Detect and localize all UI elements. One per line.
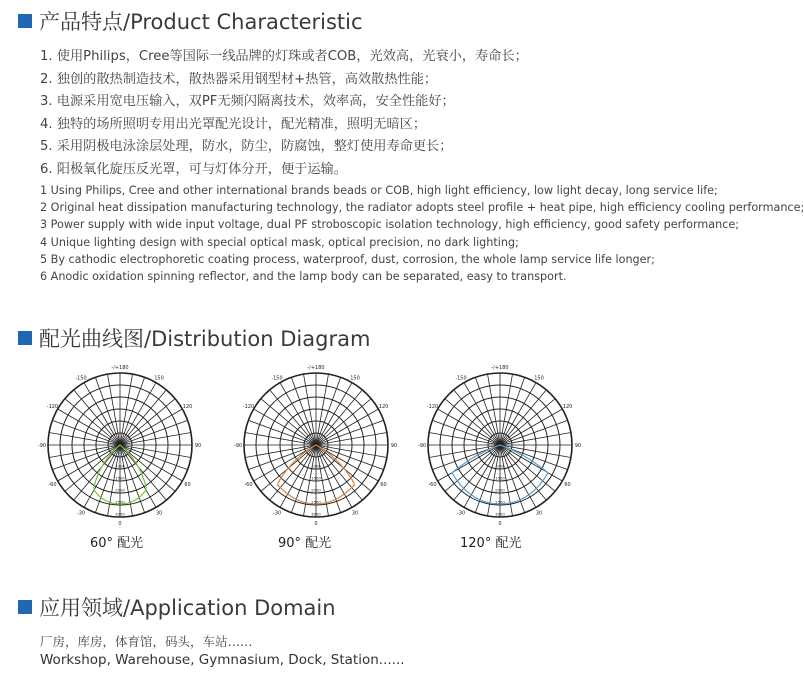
ring-value-label: 2500	[115, 499, 125, 505]
angle-label-upper-right: 150	[154, 375, 164, 382]
heading-square-icon	[18, 600, 32, 614]
heading-square-icon	[18, 14, 32, 28]
feature-item: 6 Anodic oxidation spinning reflector, and the lamp body can be separated, easy to transport.	[40, 270, 567, 284]
angle-label-top: -/+180	[307, 365, 325, 371]
angle-label-bottom-left: -30	[272, 510, 282, 517]
section-title: 配光曲线图/Distribution Diagram	[39, 327, 371, 351]
polar-distribution-diagram-60	[37, 365, 202, 527]
feature-item: 3 Power supply with wide input voltage, dual PF stroboscopic isolation technology, high efficiency, good safety performance;	[40, 218, 740, 232]
ring-value-label: 2500	[495, 499, 505, 505]
ring-value-label: 1000	[311, 463, 321, 469]
angle-label-lower-left: -60	[48, 482, 57, 488]
diagram-caption-120: 120° 配光	[460, 536, 522, 551]
diagram-caption-60: 60° 配光	[90, 536, 144, 551]
polar-distribution-diagram-120	[417, 365, 582, 527]
angle-label-bottom-left: -30	[456, 510, 466, 517]
ring-value-label: 1500	[495, 475, 505, 481]
feature-list-chinese	[40, 46, 528, 181]
application-list-chinese: 厂房，库房，体育馆，码头，车站……	[40, 634, 253, 649]
ring-value-label: 1500	[311, 475, 321, 481]
section-title: 应用领域/Application Domain	[39, 596, 336, 620]
feature-list-english	[40, 182, 804, 285]
angle-label-left: -90	[233, 443, 243, 449]
angle-label-lower-right: 60	[184, 482, 191, 488]
ring-value-label: 2000	[115, 487, 125, 493]
feature-item: 6. 阳极氧化旋压反光罩，可与灯体分开，便于运输。	[40, 161, 347, 177]
angle-label-top: -/+180	[111, 365, 129, 371]
angle-label-mid-left: -120	[426, 404, 439, 410]
angle-label-lower-right: 60	[380, 482, 387, 488]
ring-value-label: 2000	[311, 487, 321, 493]
ring-value-label: 3000	[311, 511, 321, 517]
angle-label-bottom-right: 30	[351, 510, 359, 517]
angle-label-bottom: 0	[498, 521, 502, 527]
angle-label-left: -90	[37, 443, 47, 449]
angle-label-mid-right: 120	[562, 404, 573, 410]
ring-value-label: 2000	[495, 487, 505, 493]
polar-chart-svg	[37, 365, 202, 527]
feature-item: 4. 独特的场所照明专用出光罩配光设计，配光精准，照明无暗区；	[40, 116, 427, 132]
feature-item: 1. 使用Philips，Cree等国际一线品牌的灯珠或者COB，光效高，光衰小，寿命长；	[40, 49, 528, 64]
section-product-heading	[18, 6, 363, 36]
section-application-heading	[18, 592, 336, 622]
angle-label-top: -/+180	[491, 365, 509, 371]
application-list-english: Workshop, Warehouse, Gymnasium, Dock, Station......	[40, 652, 405, 668]
angle-label-upper-right: 150	[534, 375, 544, 382]
feature-item: 2. 独创的散热制造技术，散热器采用钢型材+热管，高效散热性能；	[40, 71, 438, 87]
feature-item: 5 By cathodic electrophoretic coating process, waterproof, dust, corrosion, the whole lamp service life longer;	[40, 252, 655, 266]
angle-label-mid-left: -120	[46, 404, 59, 410]
ring-value-label: 3000	[495, 511, 505, 517]
angle-label-right: 90	[574, 443, 582, 449]
ring-value-label: 3000	[115, 511, 125, 517]
feature-item: 1 Using Philips, Cree and other international brands beads or COB, high light efficiency, low light decay, long service life;	[40, 184, 718, 197]
section-title: 产品特点/Product Characteristic	[39, 10, 363, 34]
angle-label-bottom-left: -30	[76, 510, 86, 517]
feature-item: 4 Unique lighting design with special optical mask, optical precision, no dark lighting;	[40, 235, 519, 249]
heading-square-icon	[18, 331, 32, 345]
feature-item: 3. 电源采用宽电压输入，双PF无频闪隔离技术，效率高，安全性能好；	[40, 94, 455, 109]
polar-chart-svg	[417, 365, 582, 527]
angle-label-left: -90	[417, 443, 427, 449]
angle-label-mid-right: 120	[182, 404, 193, 410]
diagram-caption-90: 90° 配光	[278, 536, 332, 551]
ring-value-label: 1000	[115, 463, 125, 469]
angle-label-lower-left: -60	[244, 482, 253, 488]
polar-chart-svg	[233, 365, 398, 527]
polar-distribution-diagram-90	[233, 365, 398, 527]
angle-label-bottom-right: 30	[535, 510, 543, 517]
angle-label-bottom: 0	[118, 521, 122, 527]
angle-label-bottom: 0	[314, 521, 318, 527]
angle-label-upper-left: -150	[271, 375, 283, 382]
feature-item: 2 Original heat dissipation manufacturing technology, the radiator adopts steel profile + heat pipe, high efficiency cooling performance;	[40, 201, 804, 215]
angle-label-mid-right: 120	[378, 404, 389, 410]
ring-value-label: 2500	[311, 499, 321, 505]
angle-label-lower-left: -60	[428, 482, 437, 488]
feature-item: 5. 采用阴极电泳涂层处理，防水，防尘，防腐蚀，整灯使用寿命更长；	[40, 139, 453, 154]
angle-label-right: 90	[194, 443, 202, 449]
ring-value-label: 1500	[115, 475, 125, 481]
section-distribution-heading	[18, 323, 370, 353]
angle-label-mid-left: -120	[242, 404, 255, 410]
angle-label-upper-right: 150	[350, 375, 360, 382]
angle-label-upper-left: -150	[75, 375, 87, 382]
angle-label-lower-right: 60	[564, 482, 571, 488]
ring-value-label: 1000	[495, 463, 505, 469]
angle-label-bottom-right: 30	[155, 510, 163, 517]
angle-label-right: 90	[390, 443, 398, 449]
angle-label-upper-left: -150	[455, 375, 467, 382]
